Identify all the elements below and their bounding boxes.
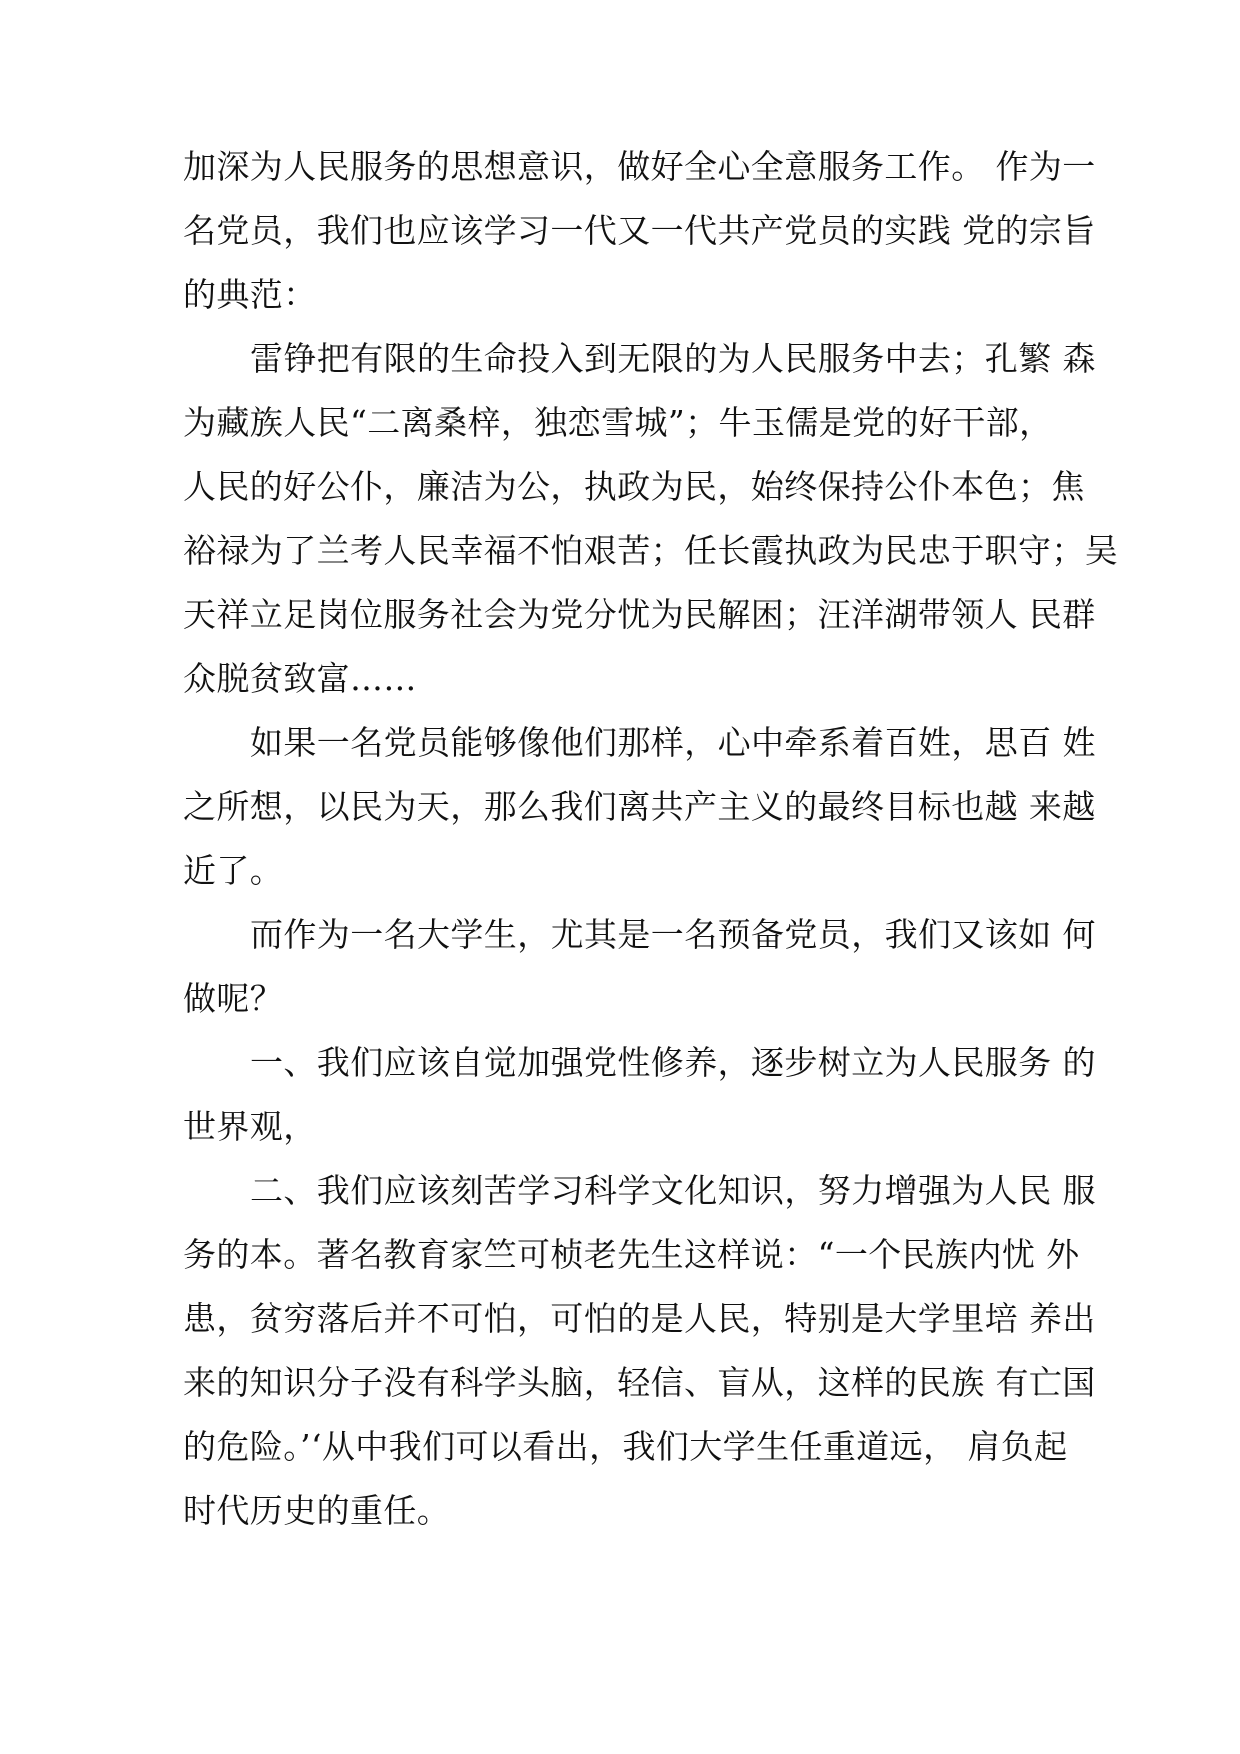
text-line: 的典范： [183,275,317,314]
text-line: 近了。 [183,851,284,890]
document-body [183,135,1119,1543]
text-line: 为藏族人民“二离桑梓，独恋雪城”；牛玉儒是党的好干部， [183,403,1053,442]
text-line: 众脱贫致富…… [183,659,417,698]
paragraph-start-line: 一、我们应该自觉加强党性修养，逐步树立为人民服务 的 [250,1043,1096,1082]
text-line: 之所想，以民为天，那么我们离共产主义的最终目标也越 来越 [183,787,1096,826]
text-line: 时代历史的重任。 [183,1491,451,1530]
text-line: 来的知识分子没有科学头脑，轻信、盲从，这样的民族 有亡国 [183,1363,1096,1402]
paragraph-start-line: 雷铮把有限的生命投入到无限的为人民服务中去；孔繁 森 [250,339,1096,378]
text-line: 务的本。著名教育家竺可桢老先生这样说：“一个民族内忧 外 [183,1235,1080,1274]
paragraph-start-line: 而作为一名大学生，尤其是一名预备党员，我们又该如 何 [250,915,1096,954]
paragraph-start-line: 二、我们应该刻苦学习科学文化知识，努力增强为人民 服 [250,1171,1096,1210]
text-line: 名党员，我们也应该学习一代又一代共产党员的实践 党的宗旨 [183,211,1096,250]
text-line: 世界观， [183,1107,317,1146]
text-line: 做呢？ [183,979,284,1018]
text-line: 的危险。’‘从中我们可以看出，我们大学生任重道远， 肩负起 [183,1427,1068,1466]
text-line: 患，贫穷落后并不可怕，可怕的是人民，特别是大学里培 养出 [183,1299,1096,1338]
text-line: 裕禄为了兰考人民幸福不怕艰苦；任长霞执政为民忠于职守；吴 [183,531,1119,570]
text-line: 加深为人民服务的思想意识，做好全心全意服务工作。 作为一 [183,147,1096,186]
text-line: 人民的好公仆，廉洁为公，执政为民，始终保持公仆本色；焦 [183,467,1085,506]
text-line: 天祥立足岗位服务社会为党分忧为民解困；汪洋湖带领人 民群 [183,595,1096,634]
paragraph-start-line: 如果一名党员能够像他们那样，心中牵系着百姓，思百 姓 [250,723,1096,762]
